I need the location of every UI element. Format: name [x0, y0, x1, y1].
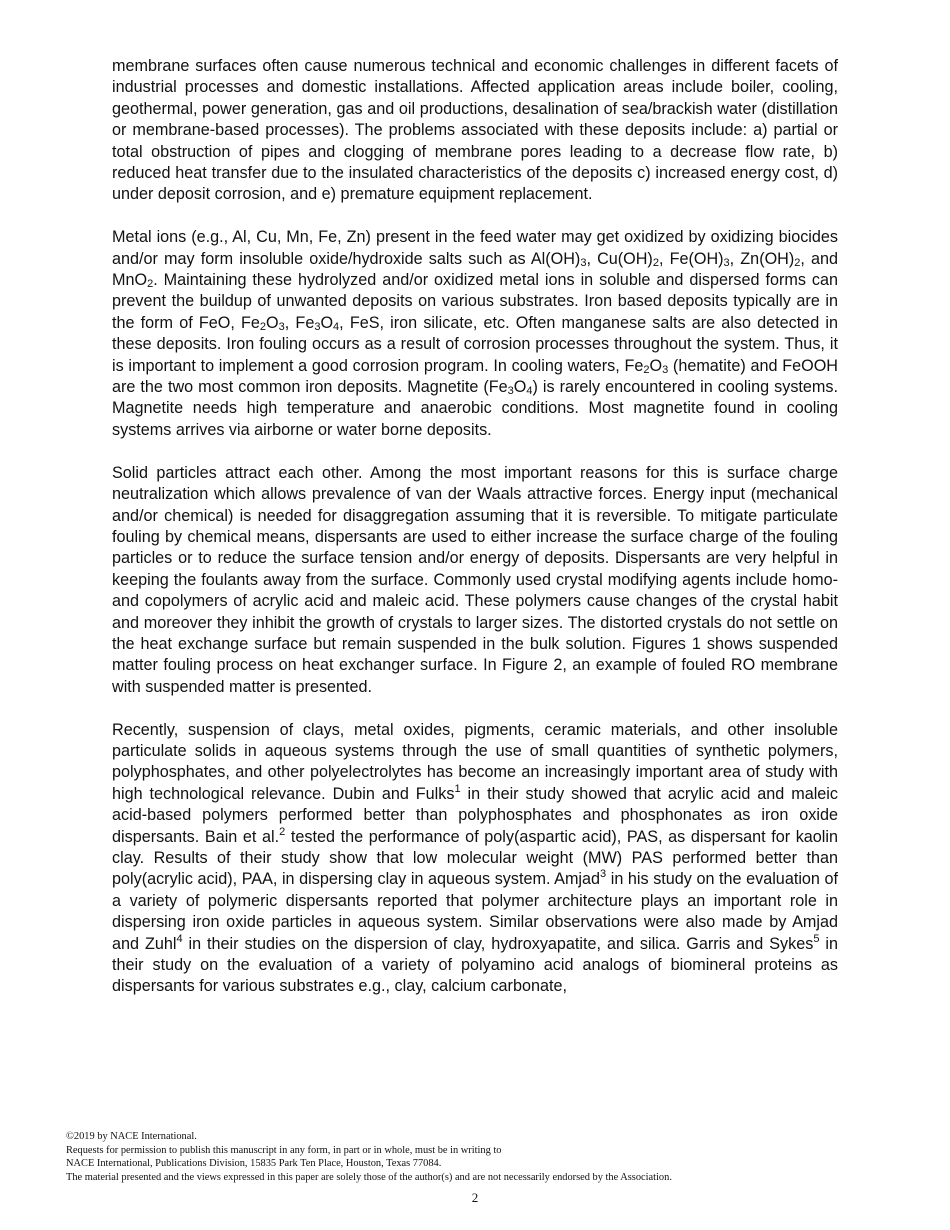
- subscript: 4: [333, 320, 340, 333]
- p4-text: in their study showed that acrylic acid and maleic acid-based polymers performed better than polyphosphates and phosphonates as iron oxide dispersants. Bain et al.: [112, 784, 838, 846]
- p4-text: tested the performance of poly(aspartic acid), PAS, as dispersant for kaolin clay. Results of their study show that low molecular weight (MW) PAS performed better than poly(acrylic acid), PAA, in dispersing clay in aqueous system. Amjad: [112, 827, 838, 889]
- p2-text: Metal ions (e.g., Al, Cu, Mn, Fe, Zn) present in the feed water may get oxidized by oxidizing biocides and/or may form insoluble oxide/hydroxide salts such as Al(OH): [112, 228, 838, 268]
- page-number: 2: [471, 1190, 479, 1205]
- subscript: 3: [314, 320, 321, 333]
- footer-notice: [66, 1130, 906, 1184]
- footer-copyright: ©2019 by NACE International.: [66, 1131, 197, 1142]
- p2-text: , and MnO: [112, 249, 839, 290]
- p2-text: (hematite) and FeOOH are the two most common iron deposits. Magnetite (Fe: [112, 356, 838, 397]
- p2-text: , FeS, iron silicate, etc. Often manganese salts are also detected in these deposits. Iron fouling occurs as a result of corrosion processes throughout the system. Thus, it is important to implement a good corrosion program. In cooling waters, Fe: [112, 313, 838, 375]
- subscript: 3: [278, 320, 285, 333]
- p2-text: O: [513, 378, 527, 397]
- citation-superscript: 5: [813, 932, 820, 945]
- subscript: 3: [662, 363, 669, 376]
- subscript: 2: [259, 320, 267, 333]
- p4-text: in their study on the evaluation of a variety of polyamino acid analogs of biomineral proteins as dispersants for various substrates e.g., clay, calcium carbonate,: [112, 934, 838, 996]
- footer-disclaimer: The material presented and the views expressed in this paper are solely those of the author(s) and are not necessarily endorsed by the Association.: [66, 1171, 672, 1183]
- subscript: 2: [794, 256, 801, 269]
- paragraph-2: [112, 227, 838, 441]
- citation-superscript: 4: [176, 932, 183, 945]
- subscript: 2: [147, 278, 154, 291]
- citation-superscript: 3: [600, 868, 607, 881]
- subscript: 3: [507, 385, 514, 398]
- citation-superscript: 1: [454, 782, 461, 795]
- p2-text: . Maintaining these hydrolyzed and/or oxidized metal ions in soluble and dispersed forms can prevent the buildup of unwanted deposits on various substrates. Iron based deposits typically are in the form of FeO, Fe: [112, 271, 838, 332]
- subscript: 2: [643, 363, 650, 376]
- p2-text: , Cu(OH): [586, 249, 653, 268]
- p4-text: Recently, suspension of clays, metal oxides, pigments, ceramic materials, and other insoluble particulate solids in aqueous systems through the use of small quantities of synthetic polymers, polyphosphates, and other polyelectrolytes has become an increasingly important area of study with high technological relevance. Dubin and Fulks: [112, 720, 838, 803]
- p4-text: in their studies on the dispersion of clay, hydroxyapatite, and silica. Garris and Sykes: [182, 934, 814, 953]
- footer-permission: Requests for permission to publish this manuscript in any form, in part or in whole, must be in writing to: [66, 1144, 502, 1156]
- body-text: [112, 56, 838, 998]
- p2-text: O: [320, 313, 334, 332]
- p2-text: O: [266, 313, 279, 332]
- citation-superscript: 2: [279, 825, 286, 838]
- paragraph-1: membrane surfaces often cause numerous technical and economic challenges in different facets of industrial processes and domestic installations. Affected application areas include boiler, cooling, geothermal, power generation, gas and oil productions, desalination of sea/brackish water (distillation or membrane-based processes). The problems associated with these deposits include: a) partial or total obstruction of pipes and clogging of membrane pores leading to a decrease flow rate, b) reduced heat transfer due to the insulated characteristics of the deposits c) increased energy cost, d) under deposit corrosion, and e) premature equipment replacement.: [112, 57, 838, 204]
- paragraph-4: [112, 720, 838, 998]
- p2-text: , Fe(OH): [658, 249, 724, 268]
- p2-text: ) is rarely encountered in cooling systems. Magnetite needs high temperature and anaerobic conditions. Most magnetite found in cooling systems arrives via airborne or water borne deposits.: [112, 378, 838, 439]
- subscript: 2: [652, 256, 659, 269]
- paragraph-3: Solid particles attract each other. Among the most important reasons for this is surface charge neutralization which allows prevalence of van der Waals attractive forces. Energy input (mechanical and/or chemical) is needed for disaggregation assuming that it is reversible. To mitigate particulate fouling by chemical means, dispersants are used to either increase the surface charge of the fouling particles or to reduce the surface tension and/or energy of deposits. Dispersants are very helpful in keeping the foulants away from the surface. Commonly used crystal modifying agents include homo- and copolymers of acrylic acid and maleic acid. These polymers cause changes of the crystal habit and moreover they inhibit the growth of crystals to larger sizes. The distorted crystals do not settle on the heat exchange surface but remain suspended in the bulk solution. Figures 1 shows suspended matter fouling process on heat exchanger surface. In Figure 2, an example of fouled RO membrane with suspended matter is presented.: [112, 463, 838, 696]
- p2-text: O: [649, 356, 663, 375]
- p2-text: , Fe: [284, 313, 315, 332]
- subscript: 4: [526, 385, 533, 398]
- p2-text: , Zn(OH): [729, 249, 795, 268]
- p4-text: in his study on the evaluation of a variety of polymeric dispersants reported that polymer architecture plays an important role in dispersing iron oxide particles in aqueous system. Similar observations were also made by Amjad and Zuhl: [112, 870, 838, 953]
- subscript: 3: [580, 256, 587, 269]
- subscript: 3: [723, 256, 730, 269]
- footer-address: NACE International, Publications Division, 15835 Park Ten Place, Houston, Texas 77084.: [66, 1158, 442, 1170]
